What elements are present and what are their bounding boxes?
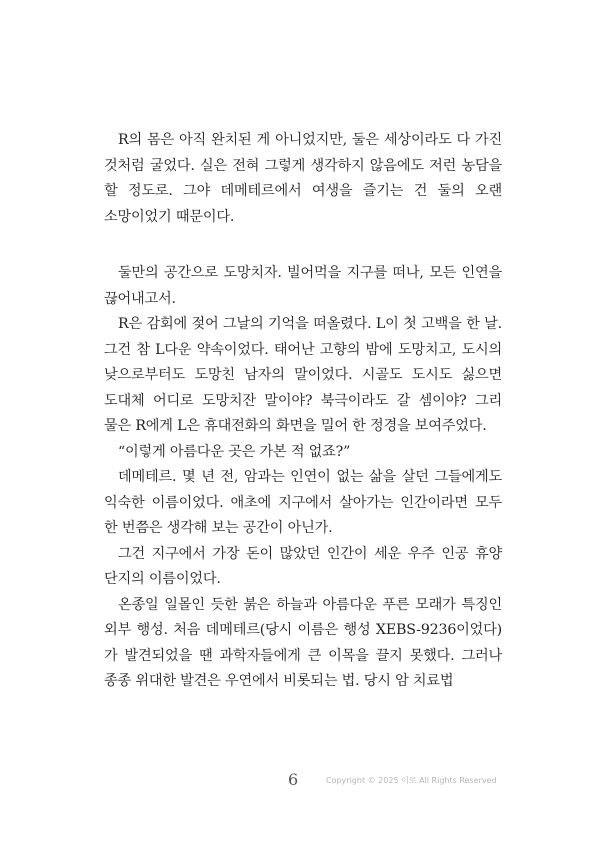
copyright-notice: Copyright © 2025 이로 All Rights Reserved (326, 776, 497, 785)
paragraph: 온종일 일몰인 듯한 붉은 하늘과 아름다운 푸른 모래가 특징인 외부 행성. 처음 데메테르(당시 이름은 행성 XEBS-9236이었다)가 발견되었을 땐 과학자들에게 큰 이목을 끌지 못했다. 그러나 종종 위대한 발견은 우연에서 비롯되는 법. 당시 암 치료법 (104, 596, 502, 689)
page-number: 6 (288, 770, 299, 789)
body-text-section-2 (104, 261, 502, 695)
body-text-section-1 (104, 128, 502, 230)
paragraph: 둘만의 공간으로 도망치자. 빌어먹을 지구를 떠나, 모든 인연을 끊어내고서. (104, 265, 502, 307)
dialogue-paragraph: “이렇게 아름다운 곳은 가본 적 없죠?” (118, 443, 351, 460)
paragraph: 데메테르. 몇 년 전, 암과는 인연이 없는 삶을 살던 그들에게도 익숙한 이름이었다. 애초에 지구에서 살아가는 인간이라면 모두 한 번쯤은 생각해 보는 공간이 아닌가. (104, 469, 502, 536)
page-footer (0, 770, 606, 794)
paragraph: R의 몸은 아직 완치된 게 아니었지만, 둘은 세상이라도 다 가진 것처럼 굴었다. 실은 전혀 그렇게 생각하지 않음에도 저런 농담을 할 정도로. 그야 데메테르에서 여생을 즐기는 건 둘의 오랜 소망이었기 때문이다. (104, 132, 502, 225)
paragraph: 그건 지구에서 가장 돈이 많았던 인간이 세운 우주 인공 휴양 단지의 이름이었다. (104, 545, 502, 587)
paragraph: R은 감회에 젖어 그날의 기억을 떠올렸다. L이 첫 고백을 한 날. 그건 참 L다운 약속이었다. 태어난 고향의 밤에 도망치고, 도시의 낮으로부터도 도망친 남자의 말이었다. 시골도 도시도 싫으면 도대체 어디로 도망치잔 말이야? 북극이라도 갈 셈이야? 그리 물은 R에게 L은 휴대전화의 화면을 밀어 한 정경을 보여주었다. (104, 316, 502, 434)
